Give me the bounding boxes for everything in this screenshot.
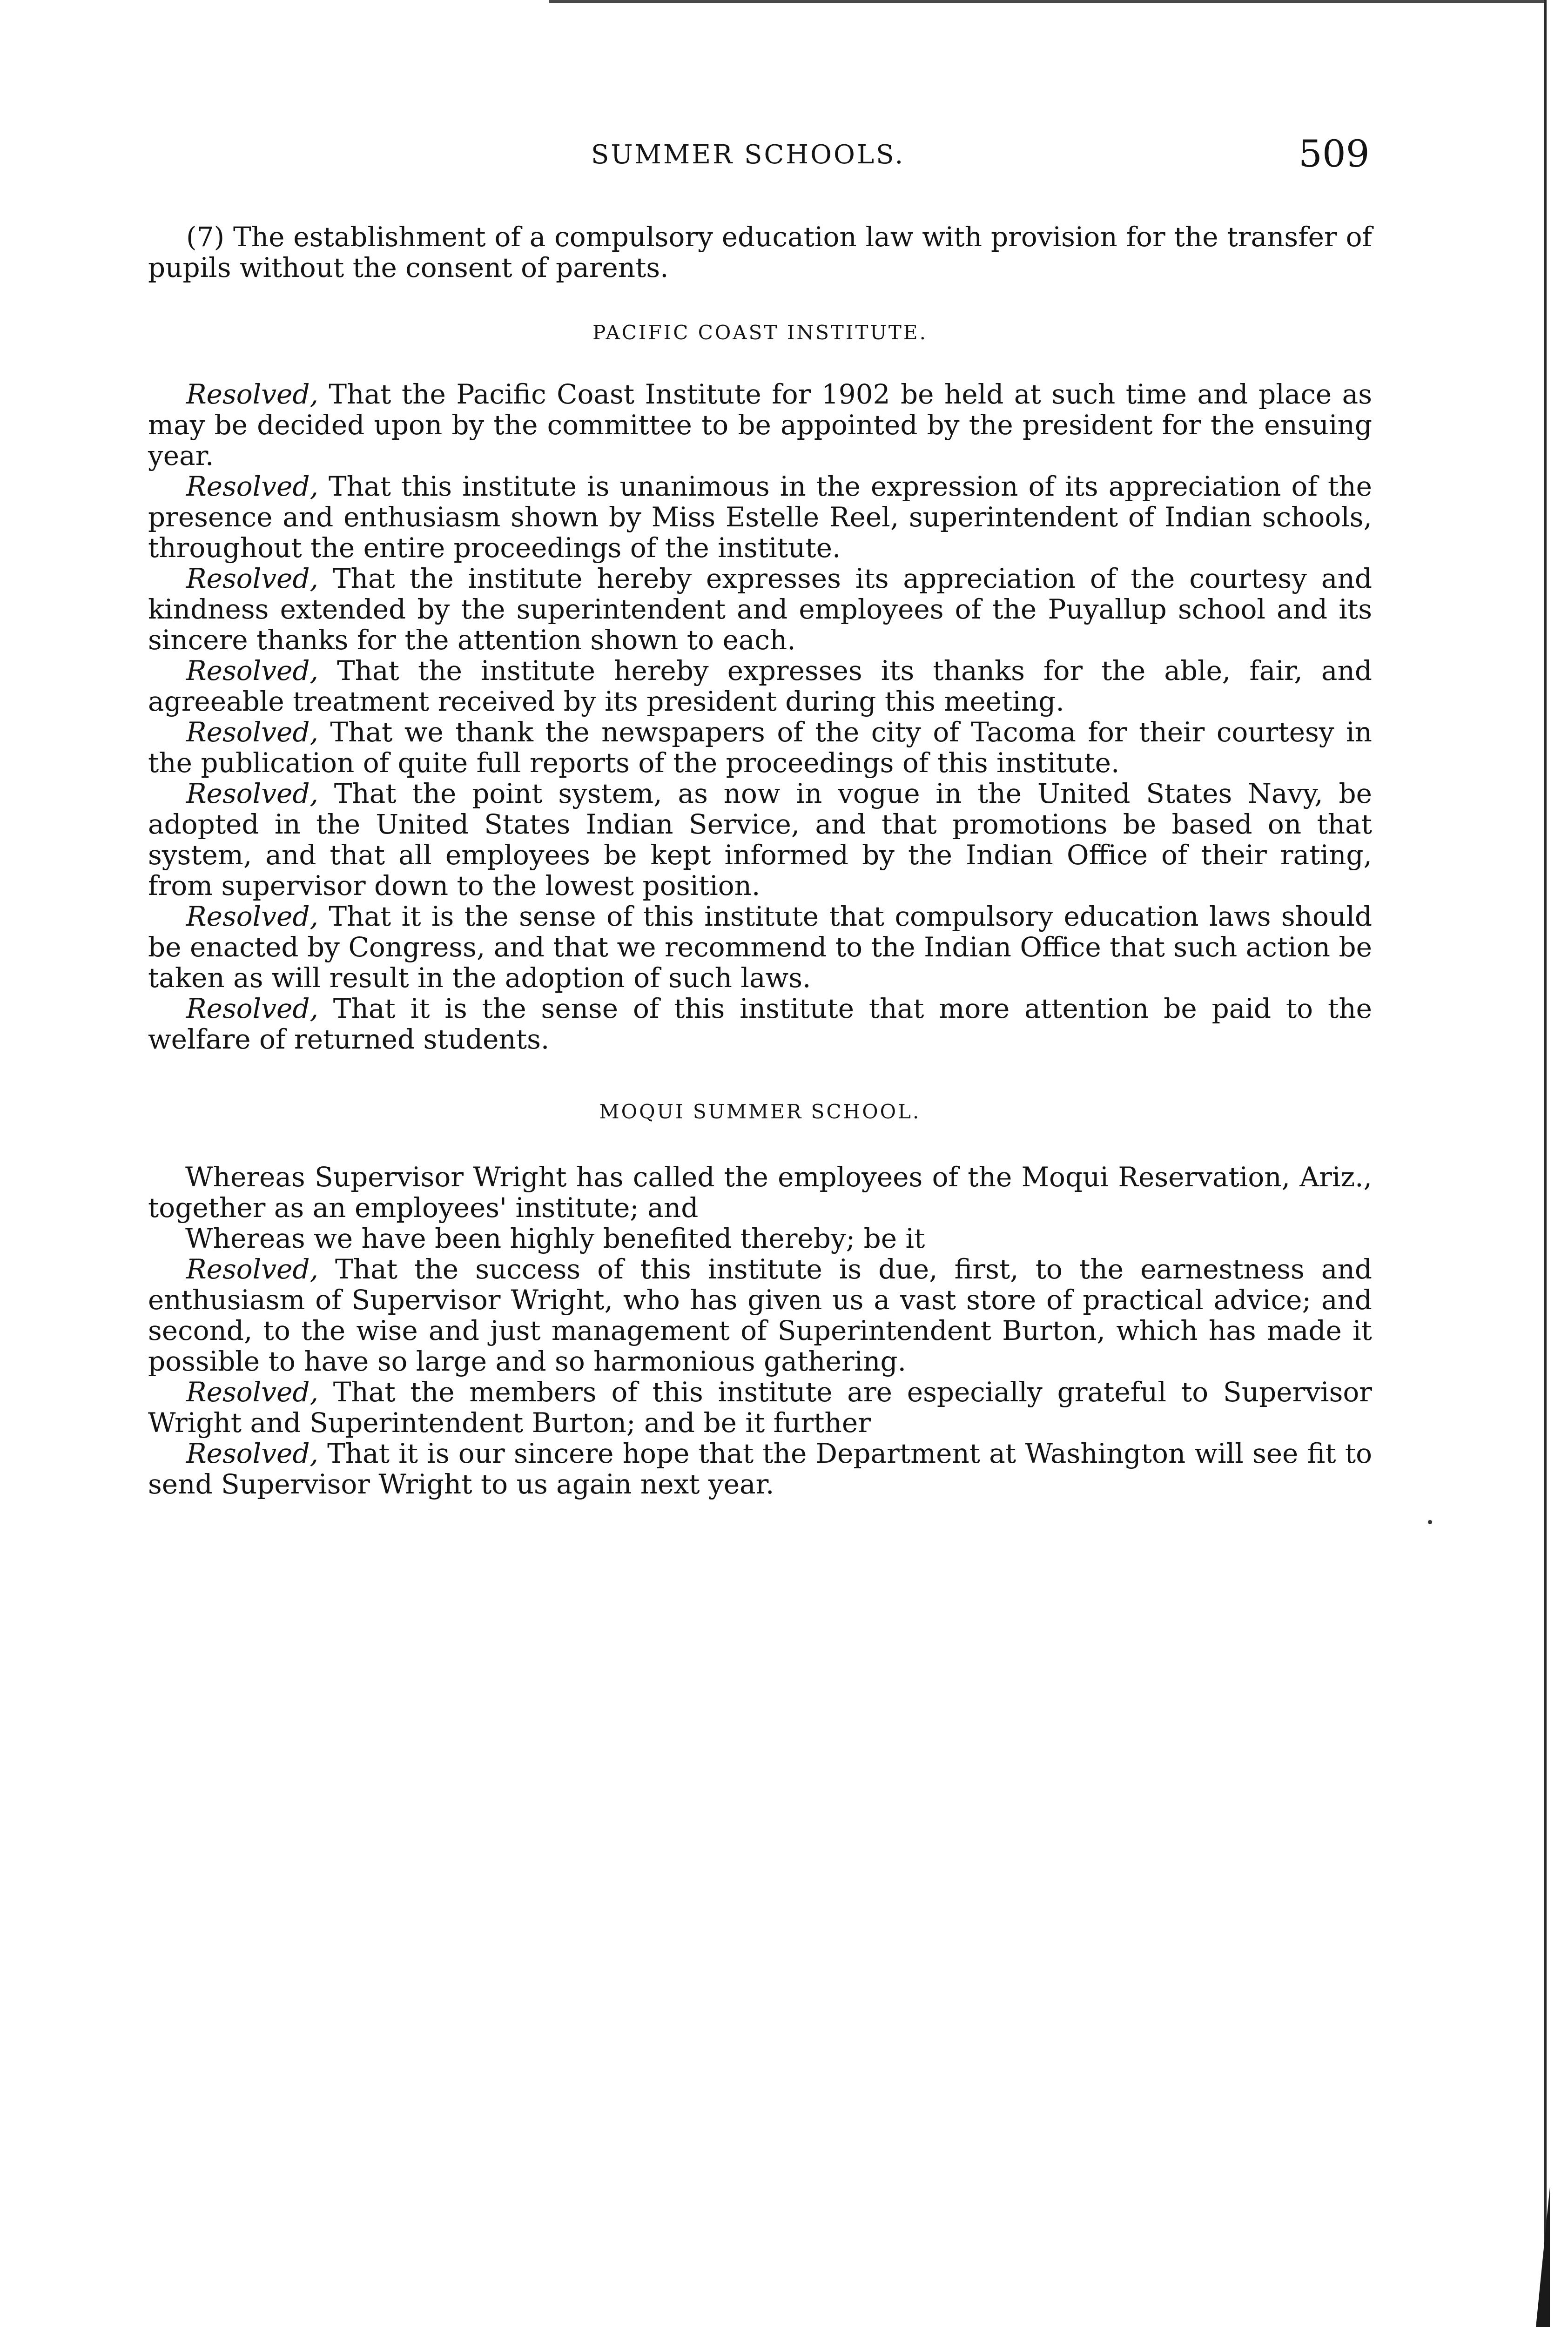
moqui-resolution-2 [148,1377,1372,1438]
resolved-label: Resolved, [186,655,318,686]
pacific-resolution-5 [148,717,1372,778]
resolved-label: Resolved, [186,993,318,1024]
resolution-text: That it is the sense of this institute that compulsory education laws should be enacted by Congress, and that we recommend to the Indian Office that such action be taken as will result in the adoption of such laws. [148,901,1372,994]
scan-speck [1428,1520,1432,1524]
running-head: SUMMER SCHOOLS. [591,140,905,170]
resolved-label: Resolved, [186,378,318,410]
resolution-text: That this institute is unanimous in the expression of its appreciation of the presence and enthusiasm shown by Miss Estelle Reel, superintendent of Indian schools, throughout the entire proceedings of the institute. [148,471,1372,564]
moqui-whereas-2: Whereas we have been highly benefited thereby; be it [185,1223,925,1254]
pacific-resolution-2 [148,471,1372,563]
resolved-label: Resolved, [186,901,318,932]
resolved-label: Resolved, [186,1438,318,1469]
resolved-label: Resolved, [186,778,318,809]
resolution-text: That the institute hereby expresses its thanks for the able, fair, and agreeable treatment received by its president during this meeting. [148,655,1372,717]
resolution-text: That the point system, as now in vogue in the United States Navy, be adopted in the United States Indian Service, and that promotions be based on that system, and that all employees be kept informed by the Indian Office of their rating, from supervisor down to the lowest position. [148,778,1372,901]
pacific-resolution-8 [148,993,1372,1055]
moqui-whereas-1: Whereas Supervisor Wright has called the employees of the Moqui Reservation, Ariz., together as an employees' institute; and [148,1161,1372,1224]
pacific-resolution-1 [148,379,1372,471]
pacific-resolution-4 [148,655,1372,717]
resolution-text: That it is the sense of this institute that more attention be paid to the welfare of returned students. [148,993,1372,1055]
page-right-edge [1544,0,1547,2327]
page-corner-shadow [1466,2187,1550,2327]
pacific-resolution-7 [148,901,1372,993]
resolution-text: That we thank the newspapers of the city of Tacoma for their courtesy in the publication of quite full reports of the proceedings of this institute. [148,716,1372,779]
moqui-resolution-1 [148,1254,1372,1377]
resolved-label: Resolved, [186,471,318,502]
moqui-school-heading: MOQUI SUMMER SCHOOL. [599,1100,921,1123]
pacific-resolution-3 [148,563,1372,655]
pacific-resolution-6 [148,778,1372,901]
page-body [148,222,1372,1500]
resolution-text: That it is our sincere hope that the Department at Washington will see fit to send Supervisor Wright to us again next year. [148,1438,1372,1500]
pacific-coast-heading: PACIFIC COAST INSTITUTE. [592,321,928,344]
resolved-label: Resolved, [186,1376,318,1408]
resolution-text: That the institute hereby expresses its appreciation of the courtesy and kindness extended by the superintendent and employees of the Puyallup school and its sincere thanks for the attention shown to each. [148,563,1372,656]
resolution-text: That the Pacific Coast Institute for 1902 be held at such time and place as may be decided upon by the committee to be appointed by the president for the ensuing year. [148,378,1372,471]
page-number: 509 [1299,132,1370,175]
moqui-resolution-3 [148,1438,1372,1500]
resolved-label: Resolved, [186,716,318,748]
resolution-text: That the members of this institute are especially grateful to Supervisor Wright and Superintendent Burton; and be it further [148,1376,1372,1439]
resolution-text: That the success of this institute is due, first, to the earnestness and enthusiasm of Supervisor Wright, who has given us a vast store of practical advice; and second, to the wise and just management of Superintendent Burton, which has made it possible to have so large and so harmonious gathering. [148,1253,1372,1377]
page-top-edge [549,0,1545,3]
intro-item: (7) The establishment of a compulsory education law with provision for the transfer of pupils without the consent of parents. [148,221,1372,283]
resolved-label: Resolved, [186,1253,318,1285]
resolved-label: Resolved, [186,563,318,594]
